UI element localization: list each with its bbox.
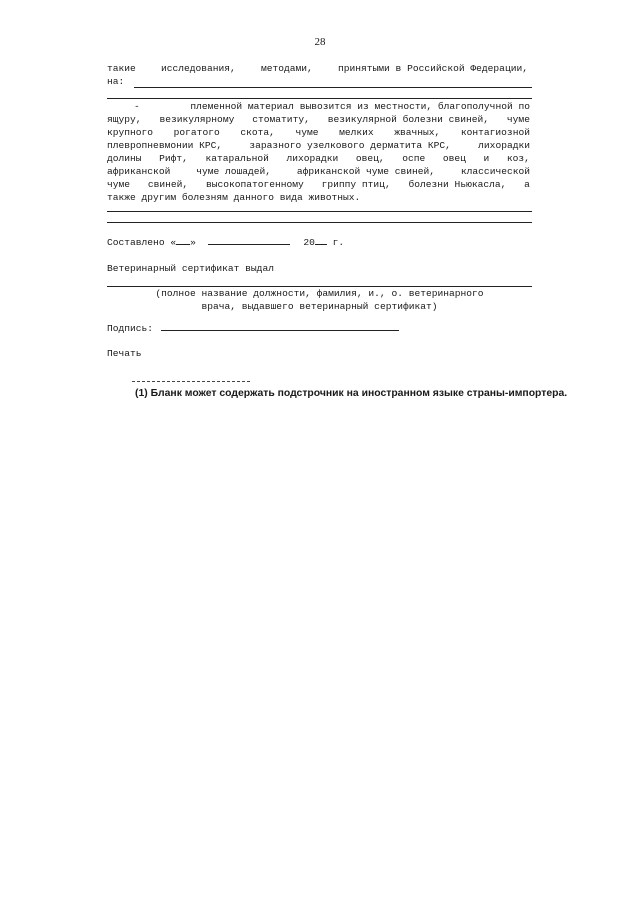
- word: высокопатогенному: [205, 179, 304, 190]
- clause-line: [107, 100, 530, 113]
- clause-dash: -: [134, 101, 140, 112]
- official-caption-line-1: (полное название должности, фамилия, и., о. ветеринарного: [155, 288, 484, 299]
- word: мелких: [339, 127, 374, 138]
- clause-line: [107, 126, 530, 139]
- clause-blank-line-1: [107, 211, 532, 212]
- word: методами,: [260, 63, 313, 74]
- research-blank-line-1: [134, 87, 532, 88]
- word: жвачных,: [394, 127, 441, 138]
- clause-line: [107, 113, 530, 126]
- clause-line: [107, 152, 530, 165]
- word: ящуру,: [107, 114, 142, 125]
- word: а: [524, 179, 530, 190]
- word: принятыми в Российской Федерации,: [337, 63, 528, 74]
- year-blank: [315, 244, 327, 245]
- footnote: (1) Бланк может содержать подстрочник на иностранном языке страны-импортера.: [135, 388, 568, 399]
- clause-line: [107, 165, 530, 178]
- word: и: [483, 153, 490, 164]
- word: чуме лошадей,: [196, 166, 272, 177]
- word: лихорадки: [478, 140, 530, 151]
- clause-line: [107, 139, 530, 152]
- quote-close: »: [190, 237, 196, 248]
- word: контагиозной: [460, 127, 530, 138]
- word: крупного: [107, 127, 154, 138]
- official-caption: [107, 287, 532, 313]
- word: такие: [107, 63, 136, 74]
- footnote-separator: [132, 381, 250, 382]
- word: везикулярной болезни свиней,: [327, 114, 489, 125]
- word: везикулярному: [159, 114, 235, 125]
- clause-blank-line-2: [107, 222, 532, 223]
- compiled-date-line: [107, 236, 344, 249]
- signature-label: Подпись:: [107, 323, 154, 334]
- day-blank: [176, 244, 190, 245]
- word: коз,: [506, 153, 530, 164]
- word: катаральной: [205, 153, 269, 164]
- research-line: [107, 62, 528, 75]
- word: гриппу птиц,: [321, 179, 391, 190]
- signature-line: [107, 322, 399, 335]
- word: оспе: [402, 153, 426, 164]
- signature-blank: [161, 330, 399, 331]
- word: исследования,: [160, 63, 236, 74]
- word: свиней,: [147, 179, 189, 190]
- research-on-label: на:: [107, 76, 125, 87]
- clause-last-line: также другим болезням данного вида животных.: [107, 192, 361, 203]
- research-blank-line-2: [107, 98, 532, 99]
- page-number: 28: [314, 36, 326, 48]
- official-caption-line-2: врача, выдавшего ветеринарный сертификат): [201, 301, 438, 312]
- word: болезни Ньюкасла,: [408, 179, 507, 190]
- year-prefix: 20: [303, 237, 315, 248]
- clause-line: [107, 178, 530, 191]
- word: заразного узелкового дерматита КРС,: [249, 140, 451, 151]
- word: африканской чуме свиней,: [296, 166, 436, 177]
- month-blank: [208, 244, 290, 245]
- word: долины: [107, 153, 142, 164]
- word: плевропневмонии КРС,: [107, 140, 223, 151]
- word: овец,: [355, 153, 385, 164]
- issued-by-label: Ветеринарный сертификат выдал: [107, 263, 274, 274]
- word: стоматиту,: [252, 114, 310, 125]
- year-suffix: г.: [326, 237, 345, 248]
- compiled-label: Составлено «: [107, 237, 177, 248]
- word: лихорадки: [286, 153, 339, 164]
- stamp-label: Печать: [107, 348, 142, 359]
- clause-text: племенной материал вывозится из местности, благополучной по: [190, 101, 530, 112]
- word: чуме: [107, 179, 131, 190]
- word: овец: [442, 153, 466, 164]
- word: чуме: [506, 114, 530, 125]
- word: чуме: [295, 127, 319, 138]
- word: рогатого: [173, 127, 220, 138]
- clause-block: [107, 100, 530, 204]
- word: Рифт,: [159, 153, 188, 164]
- word: скота,: [240, 127, 275, 138]
- word: африканской: [107, 166, 171, 177]
- word: классической: [460, 166, 530, 177]
